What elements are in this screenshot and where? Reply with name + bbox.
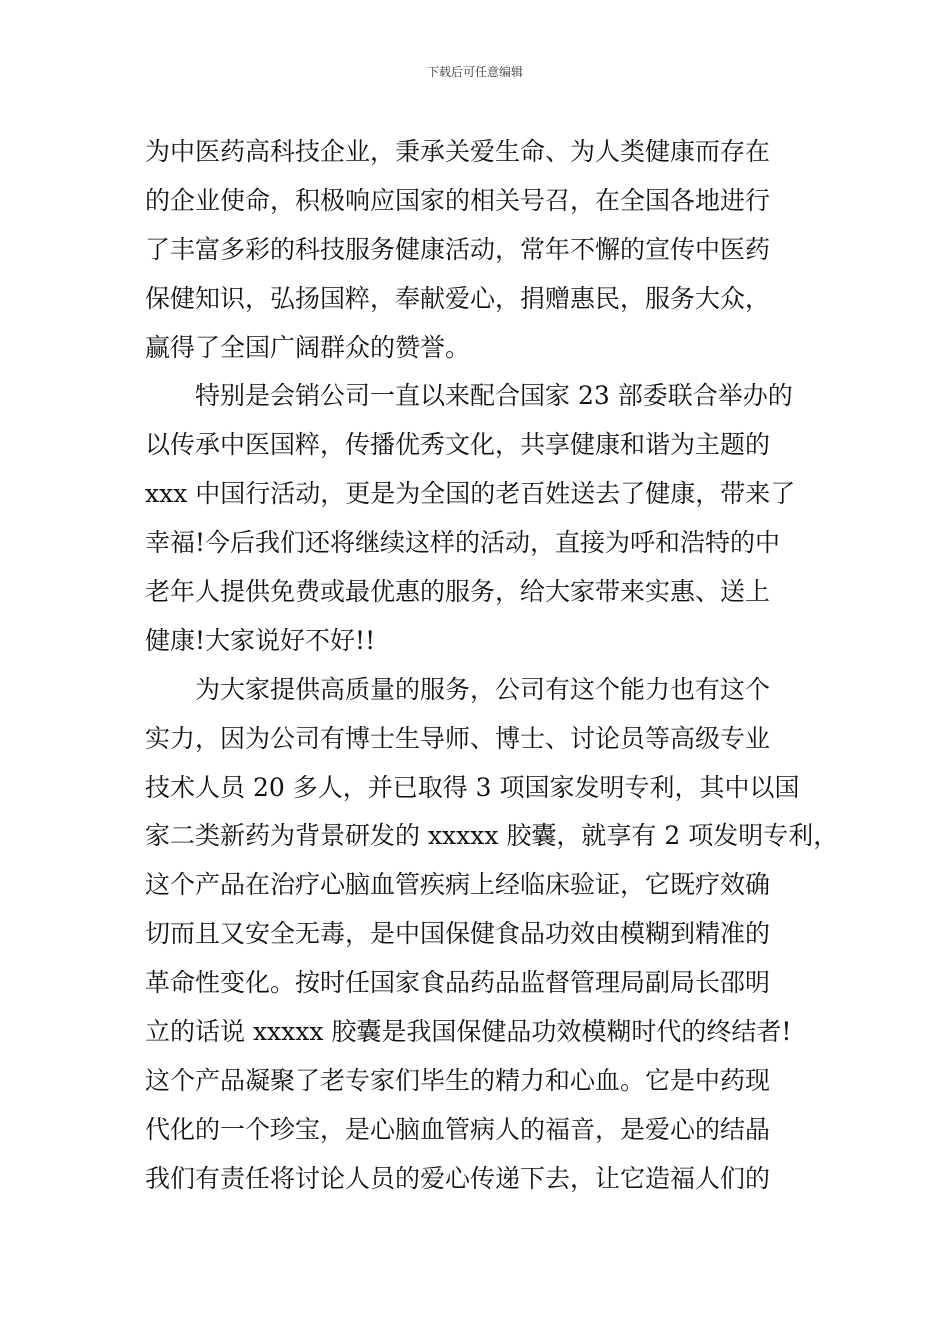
text-line: 为中医药高科技企业，秉承关爱生命、为人类健康而存在 xyxy=(145,137,771,166)
text-line: 这个产品凝聚了老专家们毕生的精力和心血。它是中药现 xyxy=(145,1065,771,1095)
text-line: 立的话说 xxxxx 胶囊是我国保健品功效模糊时代的终结者! xyxy=(145,1017,792,1047)
text-line: 以传承中医国粹，传播优秀文化，共享健康和谐为主题的 xyxy=(145,430,771,460)
text-line: 保健知识，弘扬国粹，奉献爱心，捐赠惠民，服务大众， xyxy=(145,283,771,313)
text-line: 实力，因为公司有博士生导师、博士、讨论员等高级专业 xyxy=(145,723,771,753)
text-line: 的企业使命，积极响应国家的相关号召，在全国各地进行 xyxy=(145,185,771,215)
text-line: 技术人员 20 多人，并已取得 3 项国家发明专利，其中以国 xyxy=(145,772,800,802)
text-line: 革命性变化。按时任国家食品药品监督管理局副局长邵明 xyxy=(145,968,771,998)
document-body xyxy=(145,128,839,1204)
text-line: 赢得了全国广阔群众的赞誉。 xyxy=(145,332,471,362)
paragraph-start-line: 特别是会销公司一直以来配合国家 23 部委联合举办的 xyxy=(195,381,793,411)
text-line: 切而且又安全无毒，是中国保健食品功效由模糊到精准的 xyxy=(145,919,771,949)
text-line: 家二类新药为背景研发的 xxxxx 胶囊，就享有 2 项发明专利， xyxy=(145,821,839,851)
text-line: 幸福!今后我们还将继续这样的活动，直接为呼和浩特的中 xyxy=(145,528,781,558)
text-line: 了丰富多彩的科技服务健康活动，常年不懈的宣传中医药 xyxy=(145,234,771,264)
text-line: 这个产品在治疗心脑血管疾病上经临床验证，它既疗效确 xyxy=(145,870,771,900)
text-line: 我们有责任将讨论人员的爱心传递下去，让它造福人们的 xyxy=(145,1163,771,1193)
paragraph-start-line: 为大家提供高质量的服务，公司有这个能力也有这个 xyxy=(195,674,771,704)
text-line: 健康!大家说好不好!! xyxy=(145,625,376,655)
text-line: 老年人提供免费或最优惠的服务，给大家带来实惠、送上 xyxy=(145,577,771,607)
page-header: 下载后可任意编辑 xyxy=(426,65,523,79)
text-line: xxx 中国行活动，更是为全国的老百姓送去了健康，带来了 xyxy=(145,479,796,509)
text-line: 代化的一个珍宝，是心脑血管病人的福音，是爱心的结晶 xyxy=(145,1114,771,1144)
